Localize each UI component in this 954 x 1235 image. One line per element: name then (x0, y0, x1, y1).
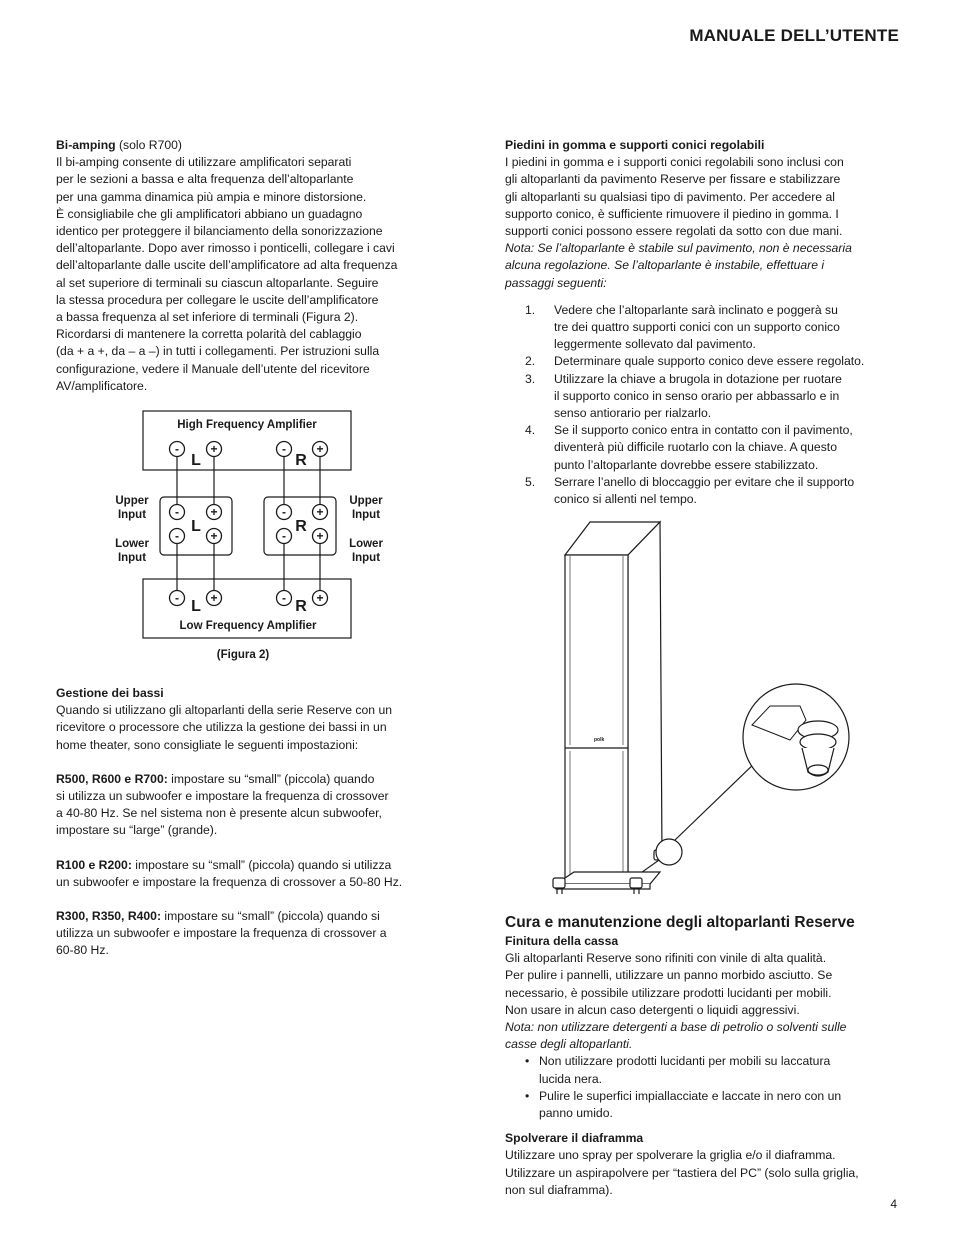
text-line: Ricordarsi di mantenere la corretta polarità del cablaggio (56, 327, 362, 342)
text-line: Gli altoparlanti Reserve sono rifiniti con vinile di alta qualità. (505, 951, 827, 966)
right-column (505, 137, 905, 508)
svg-text:-: - (282, 591, 286, 605)
care-section (505, 913, 905, 1199)
biamp-title: Bi-amping (56, 138, 116, 152)
svg-text:Lower: Lower (349, 538, 383, 550)
text-line: un subwoofer e impostare la frequenza di crossover a 50-80 Hz. (56, 874, 403, 889)
svg-text:-: - (175, 442, 179, 456)
svg-text:+: + (210, 529, 218, 543)
finish-title: Finitura della cassa (505, 934, 619, 948)
low-amp-label: Low Frequency Amplifier (179, 620, 317, 632)
list-item: 3. Utilizzare la chiave a brugola in dotazione per ruotare il supporto conico in senso orario per abbassarlo e in senso antiorario per rialzarlo. (525, 371, 842, 421)
svg-text:-: - (175, 591, 179, 605)
text-line: identico per proteggere il bilanciamento della sonorizzazione (56, 224, 383, 239)
dust-title: Spolverare il diaframma (505, 1131, 644, 1146)
note-line: Nota: non utilizzare detergenti a base di petrolio o solventi sulle (505, 1020, 847, 1035)
text-line: gli altoparlanti su qualsiasi tipo di pavimento. Per accedere al (505, 189, 835, 204)
text-line: ricevitore o processore che utilizza la gestione dei bassi in un (56, 720, 387, 735)
svg-text:L: L (191, 518, 201, 535)
svg-text:-: - (282, 505, 286, 519)
feet-title: Piedini in gomma e supporti conici regolabili (505, 138, 765, 152)
high-amp-label: High Frequency Amplifier (177, 419, 317, 431)
text-line: per una gamma dinamica più ampia e minore distorsione. (56, 189, 367, 204)
note-line: alcuna regolazione. Se l’altoparlante è instabile, effettuare i (505, 258, 825, 273)
text-line: È consigliabile che gli amplificatori abbiano un guadagno (56, 206, 363, 221)
bass-section (56, 685, 456, 960)
text-line: home theater, sono consigliate le seguenti impostazioni: (56, 737, 359, 752)
list-item: 4. Se il supporto conico entra in contatto con il pavimento, diventerà più difficile ruotarlo con la chiave. A questo punto l’altoparlante dovrebbe essere stabilizzato. (525, 423, 853, 472)
text-line: supporti conici possono essere regolati da sotto con due mani. (505, 224, 843, 239)
text-line: utilizza un subwoofer e impostare la frequenza di crossover a (56, 926, 387, 941)
svg-text:-: - (282, 529, 286, 543)
list-item: • Non utilizzare prodotti lucidanti per mobili su laccatura lucida nera. (525, 1054, 831, 1086)
list-item: 1. Vedere che l’altoparlante sarà inclinato e poggerà su tre dei quattro supporti conici con un supporto conico leggermente sollevato dal pavimento. (525, 302, 840, 352)
list-item: 5. Serrare l’anello di bloccaggio per evitare che il supporto conico si allenti nel tempo. (525, 474, 855, 507)
svg-text:+: + (210, 591, 218, 605)
text-line: AV/amplificatore. (56, 378, 148, 393)
text-line: Quando si utilizzano gli altoparlanti della serie Reserve con un (56, 703, 393, 718)
svg-text:+: + (316, 442, 324, 456)
svg-text:R: R (295, 518, 307, 535)
text-line: 60-80 Hz. (56, 943, 109, 958)
svg-text:R: R (295, 598, 307, 615)
svg-text:+: + (210, 442, 218, 456)
note-line: Nota: Se l’altoparlante è stabile sul pavimento, non è necessaria (505, 241, 852, 256)
figure-caption: (Figura 2) (216, 649, 270, 661)
r500-line: R500, R600 e R700: impostare su “small” (piccola) quando (56, 771, 375, 786)
svg-text:R: R (295, 452, 307, 469)
text-line: (da + a +, da – a –) in tutti i collegamenti. Per istruzioni sulla (56, 344, 380, 359)
care-bullets (505, 1053, 905, 1122)
svg-text:+: + (316, 591, 324, 605)
svg-text:Input: Input (351, 509, 381, 521)
svg-text:-: - (175, 529, 179, 543)
bass-title: Gestione dei bassi (56, 686, 164, 700)
text-line: si utilizza un subwoofer e impostare la frequenza di crossover (56, 789, 389, 804)
text-line: la stessa procedura per collegare le uscite dell’amplificatore (56, 292, 379, 307)
svg-text:Input: Input (351, 552, 381, 564)
text-line: supporto conico, è sufficiente rimuovere il piedino in gomma. I (505, 206, 839, 221)
text-line: impostare su “large” (grande). (56, 823, 218, 838)
note-line: passaggi seguenti: (505, 275, 607, 290)
polk-logo: polk (594, 737, 605, 743)
text-line: dell’altoparlante dalle uscite dell’amplificatore ad alta frequenza (56, 258, 398, 273)
floorstanding-speaker-illustration (545, 515, 855, 900)
svg-text:-: - (282, 442, 286, 456)
text-line: per le sezioni a bassa e alta frequenza dell’altoparlante (56, 172, 354, 187)
svg-text:+: + (316, 529, 324, 543)
svg-text:+: + (316, 505, 324, 519)
care-title: Cura e manutenzione degli altoparlanti Reserve (505, 914, 855, 931)
text-line: a 40-80 Hz. Se nel sistema non è presente alcun subwoofer, (56, 806, 382, 821)
svg-text:Input: Input (117, 509, 147, 521)
list-item: 2. Determinare quale supporto conico deve essere regolato. (525, 354, 865, 369)
biamp-wiring-diagram (100, 405, 400, 665)
text-line: I piedini in gomma e i supporti conici regolabili sono inclusi con (505, 155, 844, 170)
page-number: 4 (890, 1197, 897, 1211)
list-item: • Pulire le superfici impiallacciate e laccate in nero con un panno umido. (525, 1088, 842, 1121)
svg-text:+: + (210, 505, 218, 519)
text-line: gli altoparlanti da pavimento Reserve per fissare e stabilizzare (505, 172, 841, 187)
r300-line: R300, R350, R400: impostare su “small” (piccola) quando si (56, 909, 380, 924)
svg-text:L: L (191, 452, 201, 469)
svg-text:-: - (175, 505, 179, 519)
text-line: necessario, è possibile utilizzare prodotti lucidanti per mobili. (505, 985, 832, 1000)
svg-text:Lower: Lower (115, 538, 149, 550)
svg-text:Upper: Upper (115, 495, 149, 507)
r100-line: R100 e R200: impostare su “small” (piccola) quando si utilizza (56, 857, 392, 872)
left-column (56, 137, 456, 395)
text-line: al set superiore di terminali su ciascun altoparlante. Seguire (56, 275, 379, 290)
text-line: configurazione, vedere il Manuale dell’utente del ricevitore (56, 361, 370, 376)
biamp-heading (56, 137, 456, 154)
text-line: Utilizzare uno spray per spolverare la griglia e/o il diaframma. (505, 1148, 836, 1163)
text-line: Non usare in alcun caso detergenti o liquidi aggressivi. (505, 1002, 800, 1017)
svg-text:Input: Input (117, 552, 147, 564)
note-line: casse degli altoparlanti. (505, 1037, 633, 1052)
text-line: Il bi-amping consente di utilizzare amplificatori separati (56, 155, 352, 170)
svg-text:Upper: Upper (349, 495, 383, 507)
biamp-body (56, 154, 456, 395)
text-line: dell’altoparlante. Dopo aver rimosso i ponticelli, collegare i cavi (56, 241, 395, 256)
svg-text:L: L (191, 598, 201, 615)
text-line: Per pulire i pannelli, utilizzare un panno morbido asciutto. Se (505, 968, 833, 983)
text-line: non sul diaframma). (505, 1182, 613, 1197)
page-header-title: MANUALE DELL’UTENTE (689, 26, 899, 45)
text-line: a bassa frequenza al set inferiore di terminali (Figura 2). (56, 310, 359, 325)
steps-list (505, 302, 905, 508)
text-line: Utilizzare un aspirapolvere per “tastiera del PC” (solo sulla griglia, (505, 1165, 859, 1180)
biamp-note: (solo R700) (115, 138, 182, 152)
